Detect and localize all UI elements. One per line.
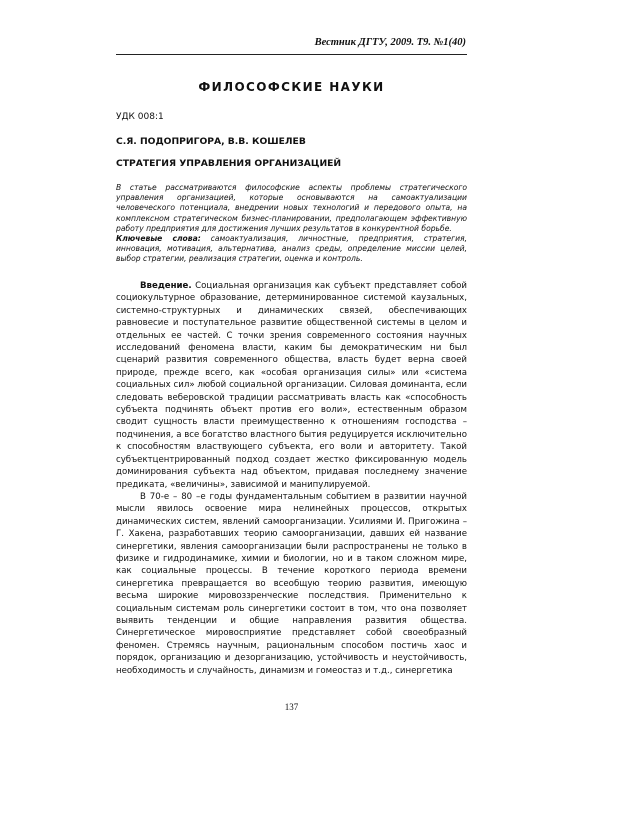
authors: С.Я. ПОДОПРИГОРА, В.В. КОШЕЛЕВ	[116, 136, 306, 147]
udk-code: УДК 008:1	[116, 112, 164, 122]
paragraph-1-text: Социальная организация как субъект представляет собой социокультурное образование, детерминированное системой каузальных, системно-структурных и динамических связей, обеспечивающих равновесие и поступательное развитие общественной системы в целом и отдельных ее частей. С точки зрения современного состояния научных исследований феномена власти, каким бы демократическим ни был сценарий развития современного общества, власть будет верна своей природе, прежде всего, как «особая организация силы» или «система социальных сил» любой социальной организации. Силовая доминанта, если следовать веберовской традиции рассматривать власть как «способность субъекта подчинять объект против его воли», естественным образом сводит сущность власти преимущественно к отношениям господства – подчинения, а все богатство властного бытия редуцируется исключительно к способностям властвующего субъекта, его воли и авторитету. Такой субъектцентрированный подход создает жестко фиксированную модель доминирования субъекта над объектом, придавая последнему значение предиката, «величины», зависимой и манипулируемой.	[116, 281, 467, 490]
keywords-label: Ключевые слова:	[116, 234, 201, 244]
abstract	[116, 183, 467, 265]
paragraph-intro	[116, 280, 467, 491]
article-body	[116, 280, 467, 677]
section-title: ФИЛОСОФСКИЕ НАУКИ	[198, 80, 385, 94]
header-rule	[116, 54, 467, 55]
paragraph-2: В 70-е – 80 –е годы фундаментальным событием в развитии научной мысли явилось освоение мира нелинейных процессов, открытых динамических систем, явлений самоорганизации. Усилиями И. Пригожина – Г. Хакена, разработавших теорию самоорганизации, давших ей название синергетики, явления самоорганизации были распространены не только в физике и гидродинамике, химии и биологии, но и в таком сложном мире, как социальные процессы. В течение короткого периода времени синергетика превращается во всеобщую теорию развития, имеющую весьма широкие мировоззренческие последствия. Применительно к социальным системам роль синергетики состоит в том, что она позволяет выявить тенденции и общие направления развития общества. Синергетическое мировосприятие представляет собой своеобразный феномен. Стремясь научным, рациональным способом постичь хаос и порядок, организацию и дезорганизацию, устойчивость и неустойчивость, необходимость и случайность, динамизм и гомеостаз и т.д., синергетика	[116, 491, 467, 676]
abstract-text: В статье рассматриваются философские аспекты проблемы стратегического управления организацией, которые основываются на самоактуализации человеческого потенциала, внедрении новых технологий и передового опыта, на комплексном стратегическом бизнес-планировании, предполагающем эффективную работу предприятия для достижения лучших результатов в конкурентной борьбе.	[116, 183, 467, 233]
intro-label: Введение.	[140, 281, 192, 291]
journal-header: Вестник ДГТУ, 2009. Т9. №1(40)	[314, 37, 466, 48]
page-number: 137	[284, 702, 299, 712]
article-title: СТРАТЕГИЯ УПРАВЛЕНИЯ ОРГАНИЗАЦИЕЙ	[116, 158, 342, 169]
keywords: самоактуализация, личностные, предприятия, стратегия, инновация, мотивация, альтернатива, анализ среды, определение миссии целей, выбор стратегии, реализация стратегии, оценка и контроль.	[116, 234, 467, 264]
